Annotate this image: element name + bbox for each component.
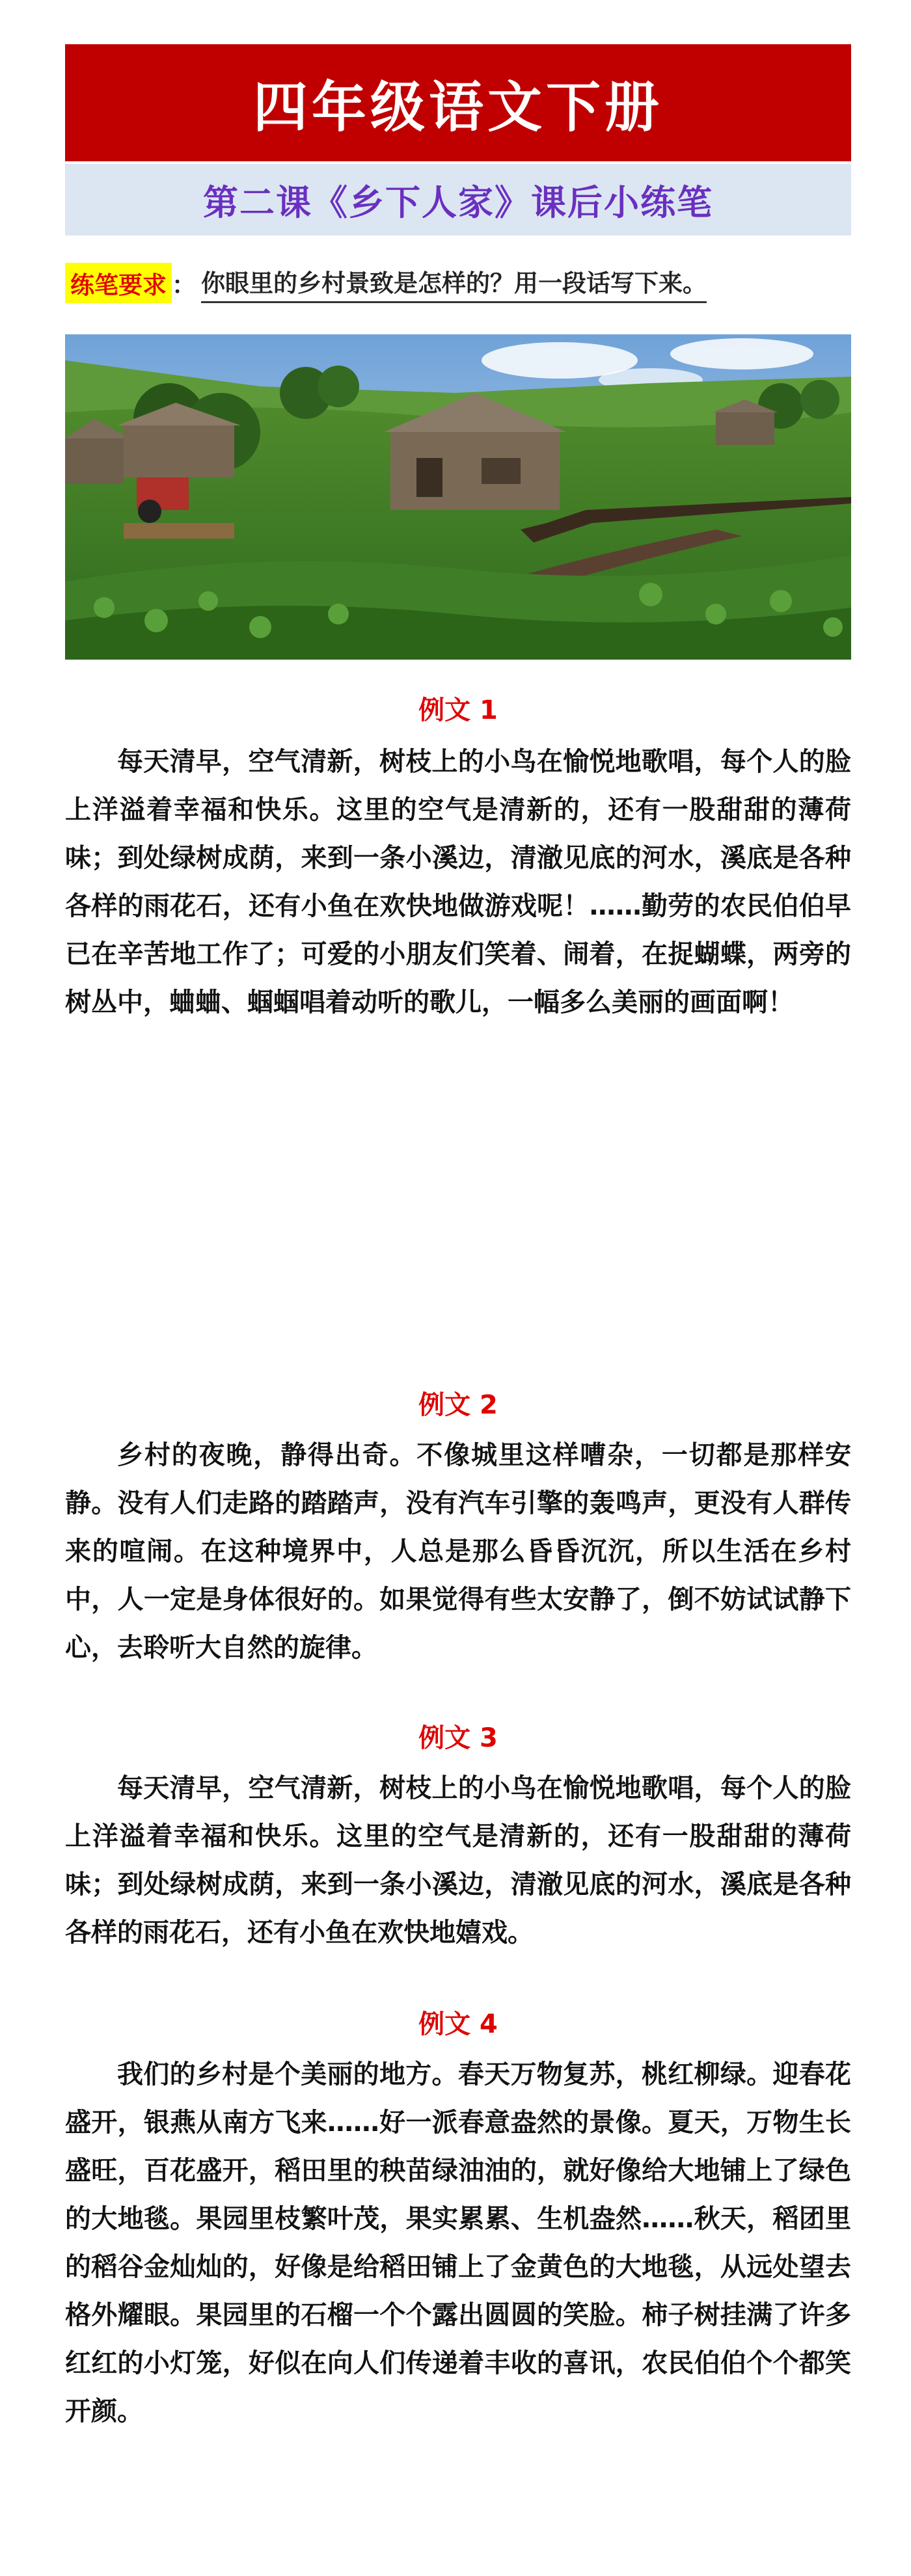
- example-1-body: 每天清早，空气清新，树枝上的小鸟在愉悦地歌唱，每个人的脸上洋溢着幸福和快乐。这里的空气是清新的，还有一股甜甜的薄荷味；到处绿树成荫，来到一条小溪边，清澈见底的河水，溪底是各种各样的雨花石，还有小鱼在欢快地做游戏呢！……勤劳的农民伯伯早已在辛苦地工作了；可爱的小朋友们笑着、闹着，在捉蝴蝶，两旁的树丛中，蛐蛐、蝈蝈唱着动听的歌儿，一幅多么美丽的画面啊！: [65, 747, 851, 1017]
- example-2-title: 例文 2: [418, 1390, 498, 1420]
- countryside-illustration: [65, 334, 851, 660]
- example-2-body: 乡村的夜晚，静得出奇。不像城里这样嘈杂，一切都是那样安静。没有人们走路的踏踏声，没有汽车引擎的轰鸣声，更没有人群传来的喧闹。在这种境界中，人总是那么昏昏沉沉，所以生活在乡村中，人一定是身体很好的。如果觉得有些太安静了，倒不妨试试静下心，去聆听大自然的旋律。: [65, 1440, 851, 1663]
- countryside-photo: [65, 334, 851, 660]
- example-4-title: 例文 4: [418, 2009, 498, 2039]
- page-subtitle: 第二课《乡下人家》课后小练笔: [65, 164, 851, 235]
- example-4-body: 我们的乡村是个美丽的地方。春天万物复苏，桃红柳绿。迎春花盛开，银燕从南方飞来……好一派春意盎然的景像。夏天，万物生长盛旺，百花盛开，稻田里的秧苗绿油油的，就好像给大地铺上了绿色的大地毯。果园里枝繁叶茂，果实累累、生机盎然……秋天，稻团里的稻谷金灿灿的，好像是给稻田铺上了金黄色的大地毯，从远处望去格外耀眼。果园里的石榴一个个露出圆圆的笑脸。柿子树挂满了许多红红的小灯笼，好似在向人们传递着丰收的喜讯，农民伯伯个个都笑开颜。: [65, 2059, 851, 2426]
- example-3-body: 每天清早，空气清新，树枝上的小鸟在愉悦地歌唱，每个人的脸上洋溢着幸福和快乐。这里的空气是清新的，还有一股甜甜的薄荷味；到处绿树成荫，来到一条小溪边，清澈见底的河水，溪底是各种各样的雨花石，还有小鱼在欢快地嬉戏。: [65, 1773, 851, 1948]
- requirement-colon: ：: [172, 271, 196, 299]
- page-title: 四年级语文下册: [65, 44, 851, 161]
- example-1-title: 例文 1: [418, 695, 498, 725]
- requirement-label: 练笔要求: [65, 263, 172, 303]
- example-3-title: 例文 3: [418, 1723, 498, 1753]
- requirement-text: 你眼里的乡村景致是怎样的？用一段话写下来。: [201, 263, 707, 303]
- exercise-requirement: [65, 260, 851, 306]
